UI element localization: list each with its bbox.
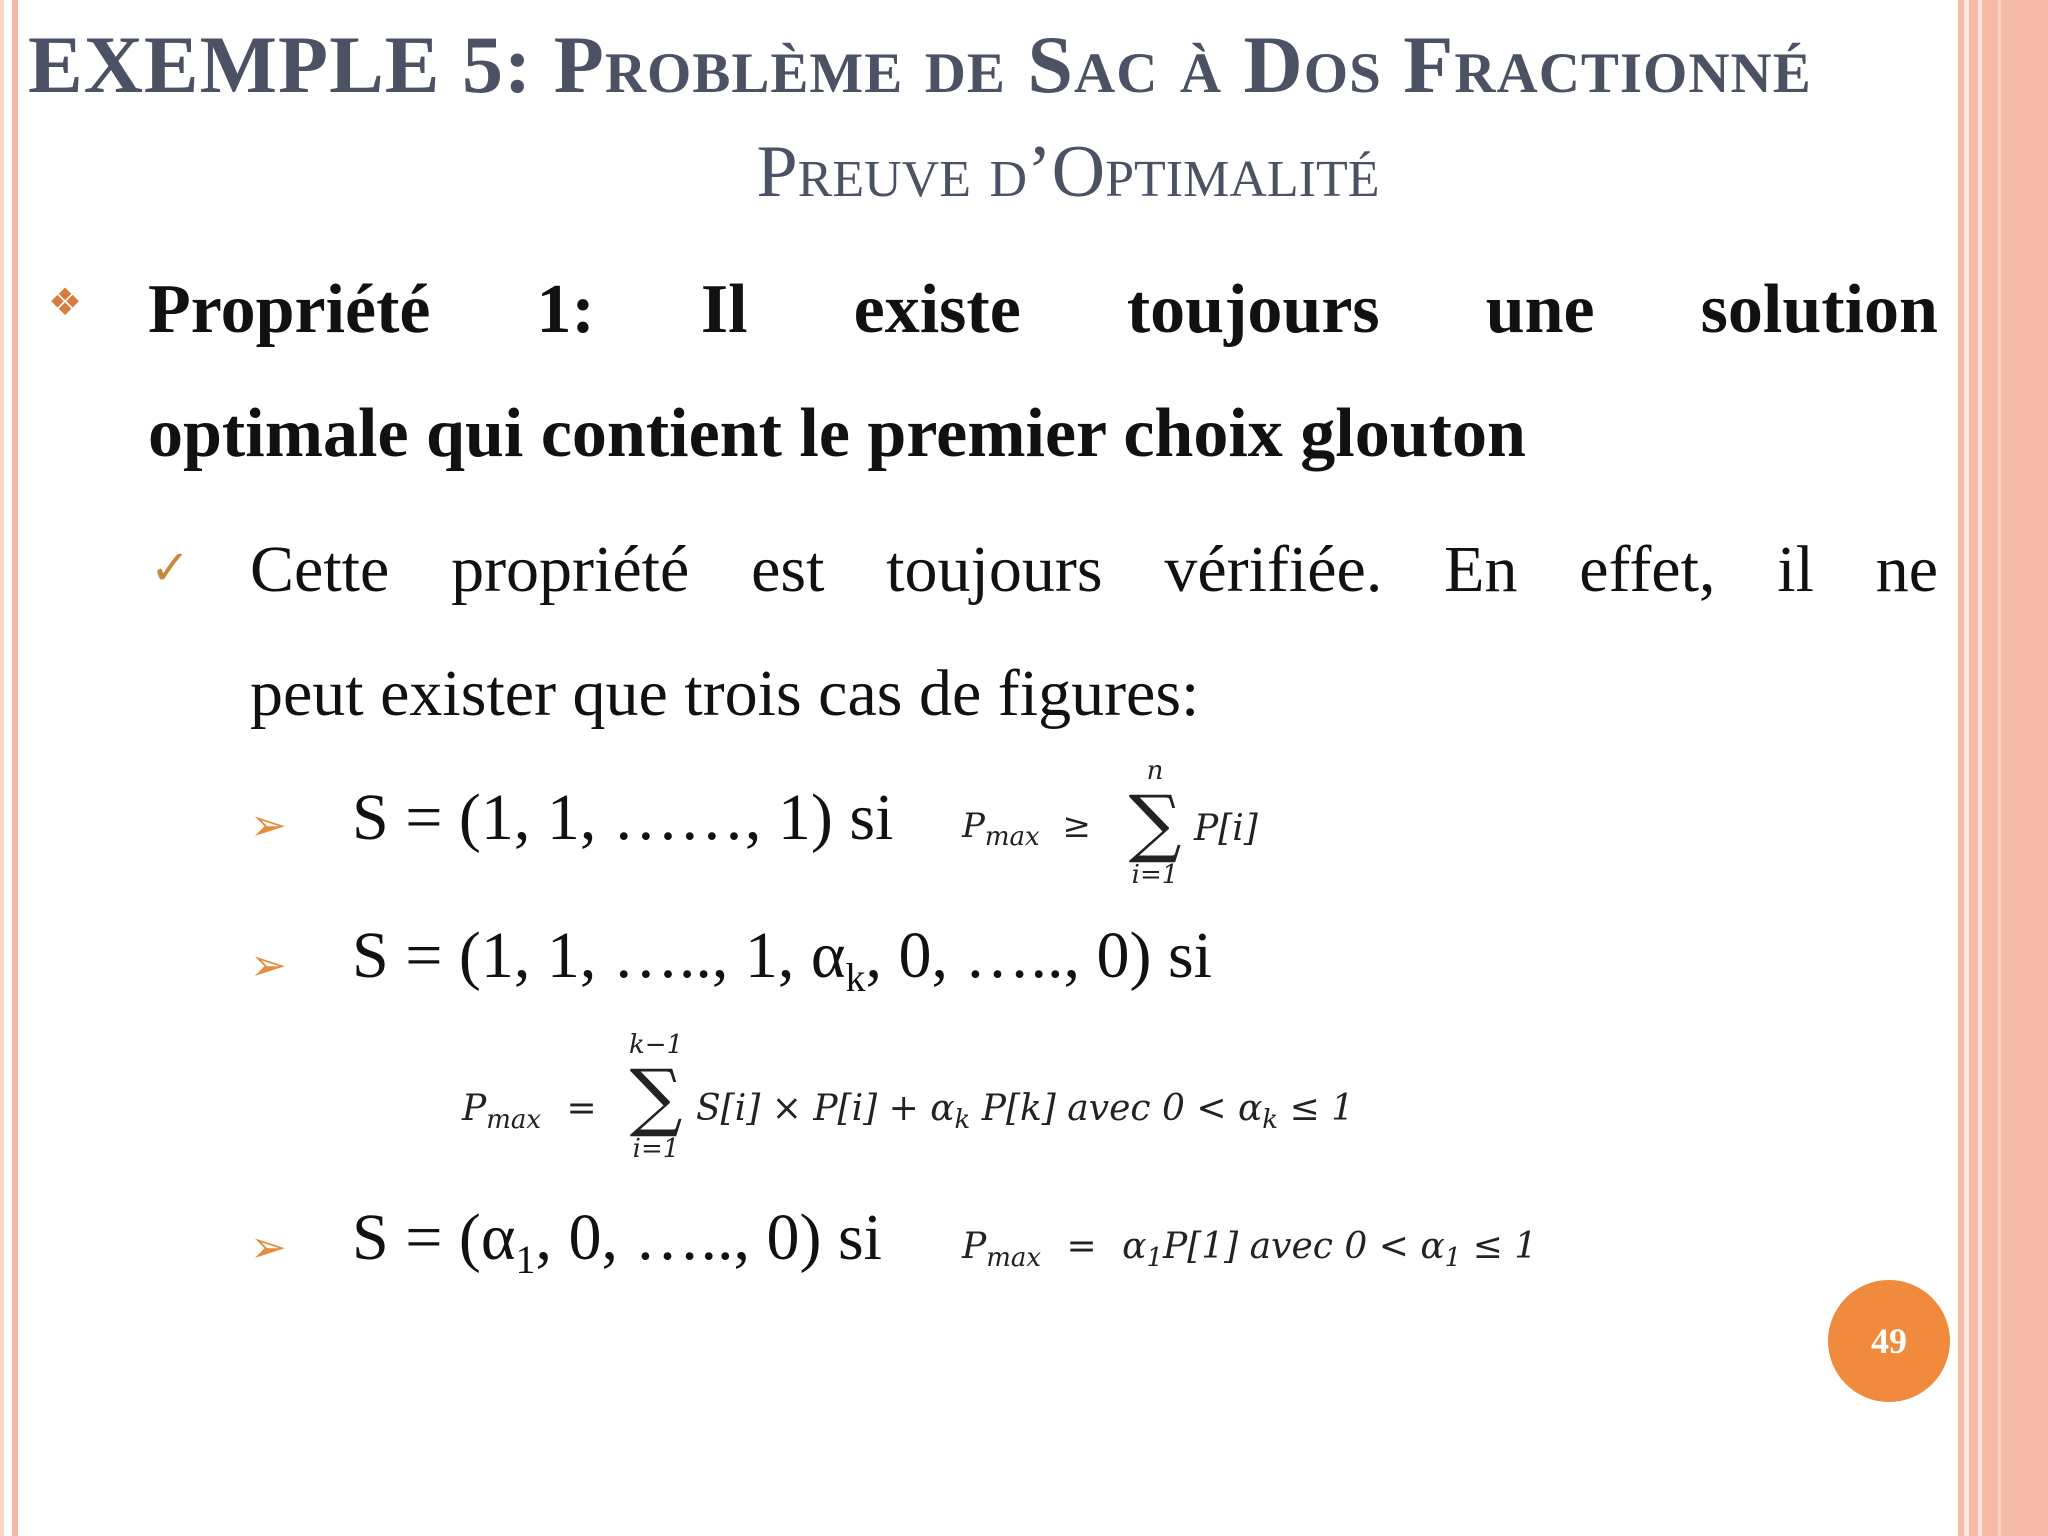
term-main: S[i] × P[i] + α [696, 1088, 955, 1129]
operator: = [566, 1088, 597, 1129]
case-2-summation [612, 1030, 700, 1164]
case-3-text-before: S = (α [352, 1201, 516, 1274]
case-1-text: S = (1, 1, ……, 1) si [352, 781, 894, 854]
case-2-text [352, 918, 1212, 1001]
case-3-text [352, 1200, 882, 1283]
page-number-badge: 49 [1828, 1280, 1950, 1402]
sum-upper-limit: n [1146, 756, 1164, 786]
left-border-outer [0, 0, 4, 1536]
check-line-2: peut exister que trois cas de figures: [250, 657, 1200, 730]
term-subscript: 1 [1146, 1243, 1163, 1274]
property-statement [148, 248, 1938, 496]
term-end: ≤ 1 [1278, 1088, 1355, 1129]
four-diamond-icon: ❖ [48, 282, 83, 324]
case-1-term: P[i] [1194, 808, 1258, 849]
case-3-text-after: , 0, ….., 0) si [535, 1201, 882, 1274]
pmax-subscript: max [984, 821, 1040, 852]
right-border-line [1978, 0, 1982, 1536]
check-line-1: Cette propriété est toujours vérifiée. En effet, il ne [250, 533, 1938, 606]
pmax-symbol: P [962, 1226, 987, 1267]
sum-lower-limit: i=1 [632, 1134, 680, 1164]
sum-upper-limit: k−1 [628, 1030, 684, 1060]
term-end: ≤ 1 [1461, 1226, 1538, 1267]
term-subscript-2: k [1262, 1105, 1279, 1136]
sigma-symbol: ∑ [629, 1054, 683, 1140]
pmax-symbol: P [962, 806, 985, 846]
term-subscript-2: 1 [1444, 1243, 1462, 1274]
left-border-inner [12, 0, 18, 1536]
sigma-symbol: ∑ [1128, 780, 1182, 866]
operator: = [1066, 1226, 1097, 1267]
right-border-line [1998, 0, 2001, 1536]
case-2-condition-lhs [462, 1088, 597, 1135]
sum-lower-limit: i=1 [1131, 860, 1179, 890]
term-subscript: k [954, 1105, 971, 1136]
case-1-condition-lhs [962, 806, 1091, 852]
term-after: P[1] avec 0 < α [1163, 1226, 1445, 1267]
pmax-subscript: max [486, 1105, 542, 1136]
pmax-symbol: P [462, 1088, 487, 1129]
term-main: α [1122, 1226, 1147, 1267]
case-2-text-before: S = (1, 1, ….., 1, α [352, 919, 846, 992]
case-1-summation [1120, 756, 1190, 890]
check-icon: ✓ [150, 542, 191, 595]
pmax-subscript: max [986, 1243, 1042, 1274]
title-line-2: Preuve d’Optimalité [756, 131, 1380, 213]
property-line-2: optimale qui contient le premier choix glouton [148, 395, 1526, 472]
arrow-right-icon: ➢ [250, 801, 287, 850]
term-after: P[k] avec 0 < α [970, 1088, 1263, 1129]
arrow-right-icon: ➢ [250, 1223, 287, 1272]
case-2-text-after: , 0, ….., 0) si [865, 919, 1212, 992]
right-decorative-border [1958, 0, 2048, 1536]
case-3-subscript: 1 [515, 1237, 536, 1283]
case-2-term [696, 1088, 1354, 1135]
property-line-1: Propriété 1: Il existe toujours une solution [148, 271, 1938, 348]
case-2-subscript: k [845, 955, 866, 1001]
title-line-1: EXEMPLE 5: Problème de Sac à Dos Fractionné [28, 19, 1812, 110]
case-3-condition [962, 1226, 1537, 1273]
arrow-right-icon: ➢ [250, 941, 287, 990]
operator: ≥ [1062, 806, 1092, 846]
right-border-line [1964, 0, 1969, 1536]
slide-title [28, 18, 2048, 218]
check-point-text [250, 508, 1938, 756]
